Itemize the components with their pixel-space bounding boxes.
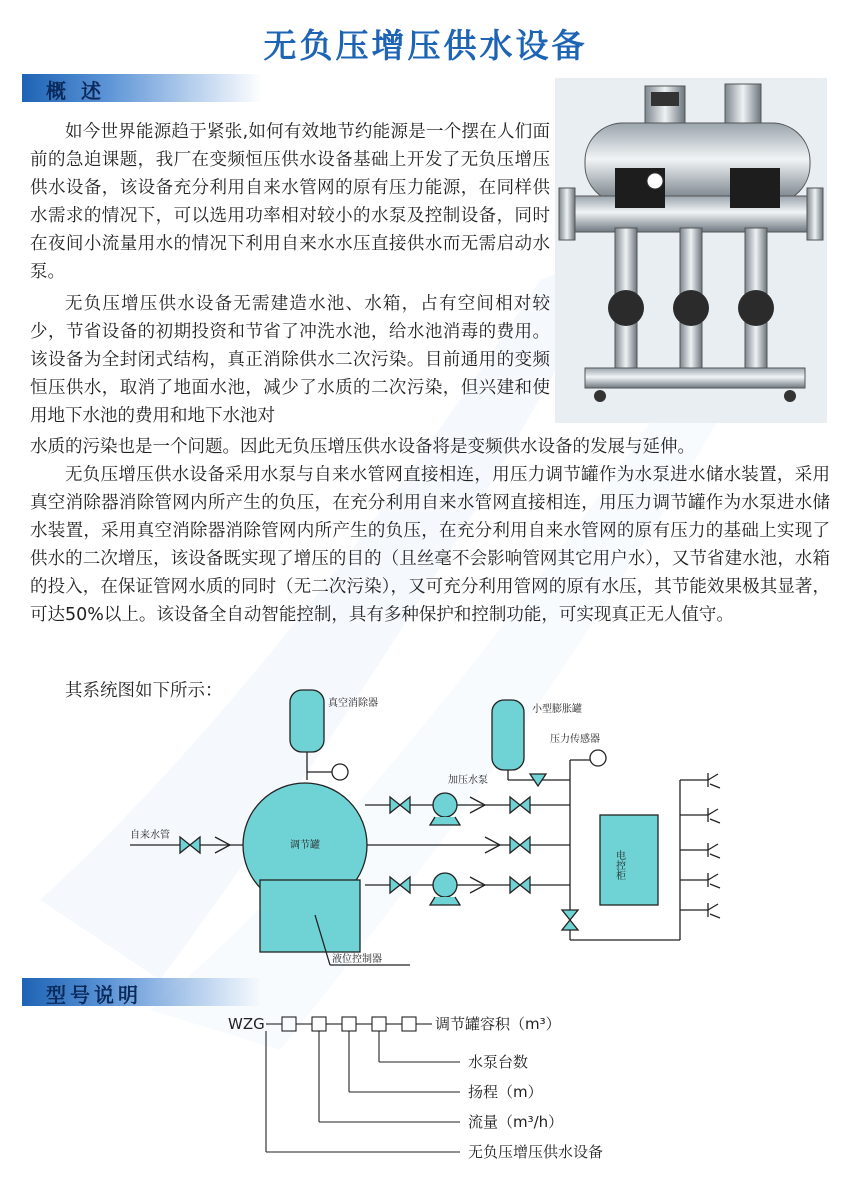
page-title: 无负压增压供水设备 — [263, 26, 588, 65]
paragraph-2: 无负压增压供水设备无需建造水池、水箱，占有空间相对较少，节省设备的初期投资和节省了冲洗水池，给水池消毒的费用。该设备为全封闭式结构，真正消除供水二次污染。目前通用的变频恒压供水，取消了地面水池，减少了水质的二次污染，但兴建和使用地下水池的费用和地下水池对 — [30, 294, 550, 426]
label-level-controller: 液位控制器 — [332, 954, 382, 965]
label-booster-pump: 加压水泵 — [448, 775, 488, 786]
section-header-overview — [22, 74, 262, 102]
paragraph-1: 如今世界能源趋于紧张,如何有效地节约能源是一个摆在人们面前的急迫课题，我厂在变频恒压供水设备基础上开发了无负压增压供水设备，该设备充分利用自来水管网的原有压力能源，在同样供水需求的情况下，可以选用功率相对较小的水泵及控制设备，同时在夜间小流量用水的情况下利用自来水水压直接供水而无需启动水泵。 — [30, 122, 550, 282]
equipment-photo — [555, 78, 827, 423]
paragraph-4: 其系统图如下所示： — [65, 681, 223, 701]
label-pressure-sensor: 压力传感器 — [550, 734, 600, 745]
label-vacuum-eliminator: 真空消除器 — [328, 698, 378, 709]
label-small-expansion-tank: 小型膨胀罐 — [532, 704, 582, 715]
label-tap-water-pipe: 自来水管 — [130, 830, 170, 841]
section-title-model: 型号说明 — [46, 983, 142, 1007]
model-flow: 流量（m³/h） — [468, 1113, 564, 1131]
model-designation — [220, 1010, 660, 1170]
model-head: 扬程（m） — [468, 1083, 543, 1101]
label-control-cabinet: 电控柜 — [613, 850, 625, 880]
model-tank-volume: 调节罐容积（m³） — [435, 1015, 561, 1033]
section-title-overview: 概 述 — [46, 79, 105, 103]
model-pump-count: 水泵台数 — [468, 1053, 529, 1071]
paragraph-2-cont: 水质的污染也是一个问题。因此无负压增压供水设备将是变频供水设备的发展与延伸。 — [30, 437, 695, 457]
model-code: WZG — [228, 1015, 265, 1033]
label-regulating-tank: 调节罐 — [290, 840, 320, 851]
system-diagram — [110, 680, 750, 980]
model-equipment: 无负压增压供水设备 — [468, 1143, 604, 1161]
section-header-model — [22, 978, 262, 1006]
paragraph-3: 无负压增压供水设备采用水泵与自来水管网直接相连，用压力调节罐作为水泵进水储水装置，采用真空消除器消除管网内所产生的负压，在充分利用自来水管网直接相连，用压力调节罐作为水泵进水储水装置，采用真空消除器消除管网内所产生的负压，在充分利用自来水管网的原有压力的基础上实现了供水的二次增压，该设备既实现了增压的目的（且丝毫不会影响管网其它用户水），又节省建水池，水箱的投入，在保证管网水质的同时（无二次污染），又可充分利用管网的原有水压，其节能效果极其显著，可达50%以上。该设备全自动智能控制，具有多种保护和控制功能，可实现真正无人值守。 — [30, 465, 830, 625]
